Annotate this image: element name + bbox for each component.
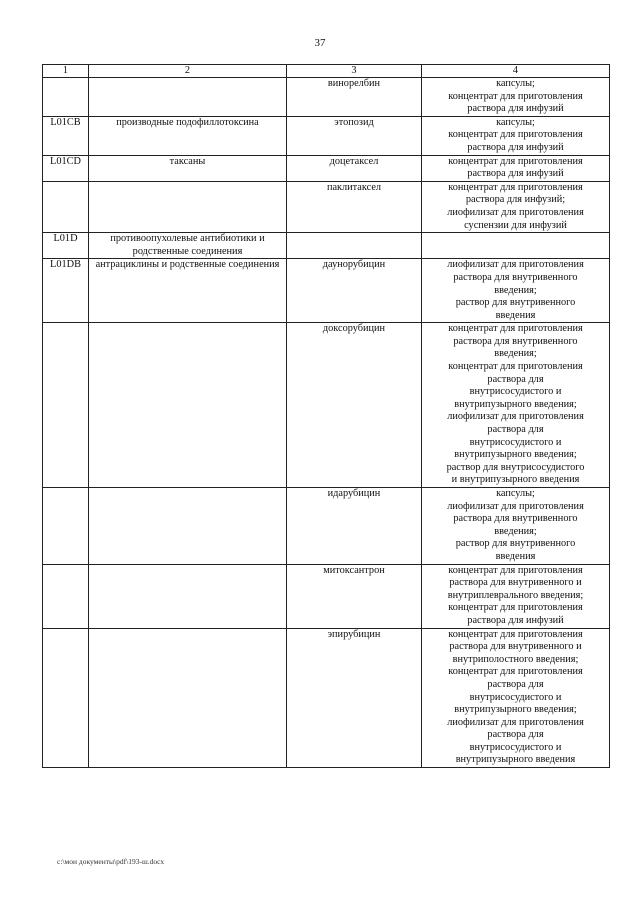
dosage-form-line: внутрипузырного введения; [454, 704, 577, 716]
dosage-forms-cell [422, 116, 610, 155]
drug-name-cell: митоксантрон [287, 564, 422, 628]
table-header-row [43, 65, 610, 78]
dosage-form-line: лиофилизат для приготовления [447, 500, 584, 512]
dosage-forms-cell [422, 181, 610, 232]
dosage-forms-cell [422, 259, 610, 323]
dosage-form-line: раствора для [487, 729, 544, 741]
dosage-form-line: концентрат для приготовления [448, 181, 583, 193]
dosage-form-line: внутрисосудистого и [469, 691, 562, 703]
dosage-form-line: введения; [494, 284, 537, 296]
drug-table [42, 64, 610, 768]
table-row [43, 116, 610, 155]
dosage-form-line: раствора для внутривенного [453, 335, 578, 347]
atc-code-cell [43, 78, 89, 117]
dosage-form-line: лиофилизат для приготовления [447, 259, 584, 271]
table-row [43, 181, 610, 232]
dosage-form-line: лиофилизат для приготовления [447, 716, 584, 728]
group-name-cell [89, 78, 287, 117]
atc-code-cell [43, 323, 89, 488]
atc-code-cell [43, 181, 89, 232]
dosage-form-line: концентрат для приготовления [448, 666, 583, 678]
table-row [43, 323, 610, 488]
page-number: 37 [314, 37, 326, 49]
dosage-form-line: внутрипузырного введения [455, 754, 576, 766]
dosage-forms-cell [422, 564, 610, 628]
dosage-form-line: концентрат для приготовления [448, 602, 583, 614]
dosage-form-line: раствора для инфузий [467, 168, 564, 180]
dosage-form-line: суспензии для инфузий [464, 219, 567, 231]
dosage-form-line: внутрипузырного введения; [454, 398, 577, 410]
group-name-cell: таксаны [89, 155, 287, 181]
table-row [43, 78, 610, 117]
dosage-form-line: внутрисосудистого и [469, 741, 562, 753]
drug-name-cell: даунорубицин [287, 259, 422, 323]
dosage-form-line: концентрат для приготовления [448, 628, 583, 640]
atc-code-cell: L01CB [43, 116, 89, 155]
atc-code-cell [43, 628, 89, 768]
dosage-form-line: внутрипузырного введения; [454, 449, 577, 461]
header-col-4: 4 [422, 65, 610, 78]
dosage-form-line: концентрат для приготовления [448, 361, 583, 373]
dosage-form-line: раствора для [487, 678, 544, 690]
dosage-form-line: внутрисосудистого и [469, 386, 562, 398]
dosage-form-line: раствора для внутривенного [453, 513, 578, 525]
header-col-1: 1 [43, 65, 89, 78]
dosage-form-line: концентрат для приготовления [448, 90, 583, 102]
dosage-forms-cell [422, 155, 610, 181]
table-row [43, 564, 610, 628]
dosage-form-line: капсулы; [496, 488, 535, 499]
header-col-3: 3 [287, 65, 422, 78]
dosage-form-line: капсулы; [496, 78, 535, 89]
dosage-form-line: раствор для внутривенного [455, 297, 576, 309]
table-row [43, 259, 610, 323]
dosage-form-line: капсулы; [496, 116, 535, 128]
drug-name-cell: эпирубицин [287, 628, 422, 768]
group-name-cell: противоопухолевые антибиотики и родственные соединения [89, 233, 287, 259]
dosage-form-line: раствора для инфузий [467, 141, 564, 153]
dosage-forms-cell [422, 628, 610, 768]
dosage-forms-cell [422, 323, 610, 488]
dosage-form-line: раствор для внутрисосудистого [446, 461, 585, 473]
dosage-forms-cell [422, 233, 610, 259]
dosage-form-line: раствора для инфузий [467, 614, 564, 626]
group-name-cell [89, 323, 287, 488]
group-name-cell [89, 628, 287, 768]
dosage-form-line: раствора для инфузий [467, 103, 564, 115]
group-name-cell: антрациклины и родственные соединения [89, 259, 287, 323]
dosage-form-line: раствора для [487, 424, 544, 436]
dosage-form-line: раствора для внутривенного и [449, 641, 582, 653]
dosage-form-line: раствора для инфузий; [465, 194, 566, 206]
file-path-footer: c:\мои документы\pdf\193-ш.docx [57, 857, 165, 866]
dosage-form-line: концентрат для приготовления [448, 323, 583, 335]
drug-name-cell [287, 233, 422, 259]
table-row [43, 488, 610, 565]
drug-name-cell: идарубицин [287, 488, 422, 565]
dosage-form-line: введения; [494, 348, 537, 360]
dosage-form-line: концентрат для приготовления [448, 129, 583, 141]
atc-code-cell: L01CD [43, 155, 89, 181]
group-name-cell [89, 181, 287, 232]
dosage-form-line: концентрат для приготовления [448, 564, 583, 576]
table-row [43, 155, 610, 181]
dosage-form-line: раствор для внутривенного [455, 538, 576, 550]
group-name-cell [89, 488, 287, 565]
drug-name-cell: доцетаксел [287, 155, 422, 181]
atc-code-cell: L01DB [43, 259, 89, 323]
dosage-form-line: введения [495, 309, 536, 321]
dosage-forms-cell [422, 78, 610, 117]
drug-name-cell: доксорубицин [287, 323, 422, 488]
atc-code-cell [43, 564, 89, 628]
group-name-cell: производные подофиллотоксина [89, 116, 287, 155]
table-row [43, 628, 610, 768]
dosage-form-line: раствора для внутривенного [453, 271, 578, 283]
dosage-form-line: введения; [494, 525, 537, 537]
dosage-form-line: концентрат для приготовления [448, 155, 583, 167]
header-col-2: 2 [89, 65, 287, 78]
drug-name-cell: этопозид [287, 116, 422, 155]
dosage-form-line: лиофилизат для приготовления [447, 206, 584, 218]
drug-name-cell: винорелбин [287, 78, 422, 117]
dosage-forms-cell [422, 488, 610, 565]
drug-name-cell: паклитаксел [287, 181, 422, 232]
table-row [43, 233, 610, 259]
dosage-form-line: внутриполостного введения; [452, 653, 579, 665]
dosage-form-line: и внутрипузырного введения [451, 474, 580, 486]
dosage-form-line: раствора для внутривенного и [449, 577, 582, 589]
atc-code-cell [43, 488, 89, 565]
dosage-form-line: внутриплеврального введения; [447, 589, 584, 601]
dosage-form-line: введения [495, 550, 536, 562]
atc-code-cell: L01D [43, 233, 89, 259]
group-name-cell [89, 564, 287, 628]
dosage-form-line: раствора для [487, 373, 544, 385]
dosage-form-line: внутрисосудистого и [469, 436, 562, 448]
dosage-form-line: лиофилизат для приготовления [447, 411, 584, 423]
